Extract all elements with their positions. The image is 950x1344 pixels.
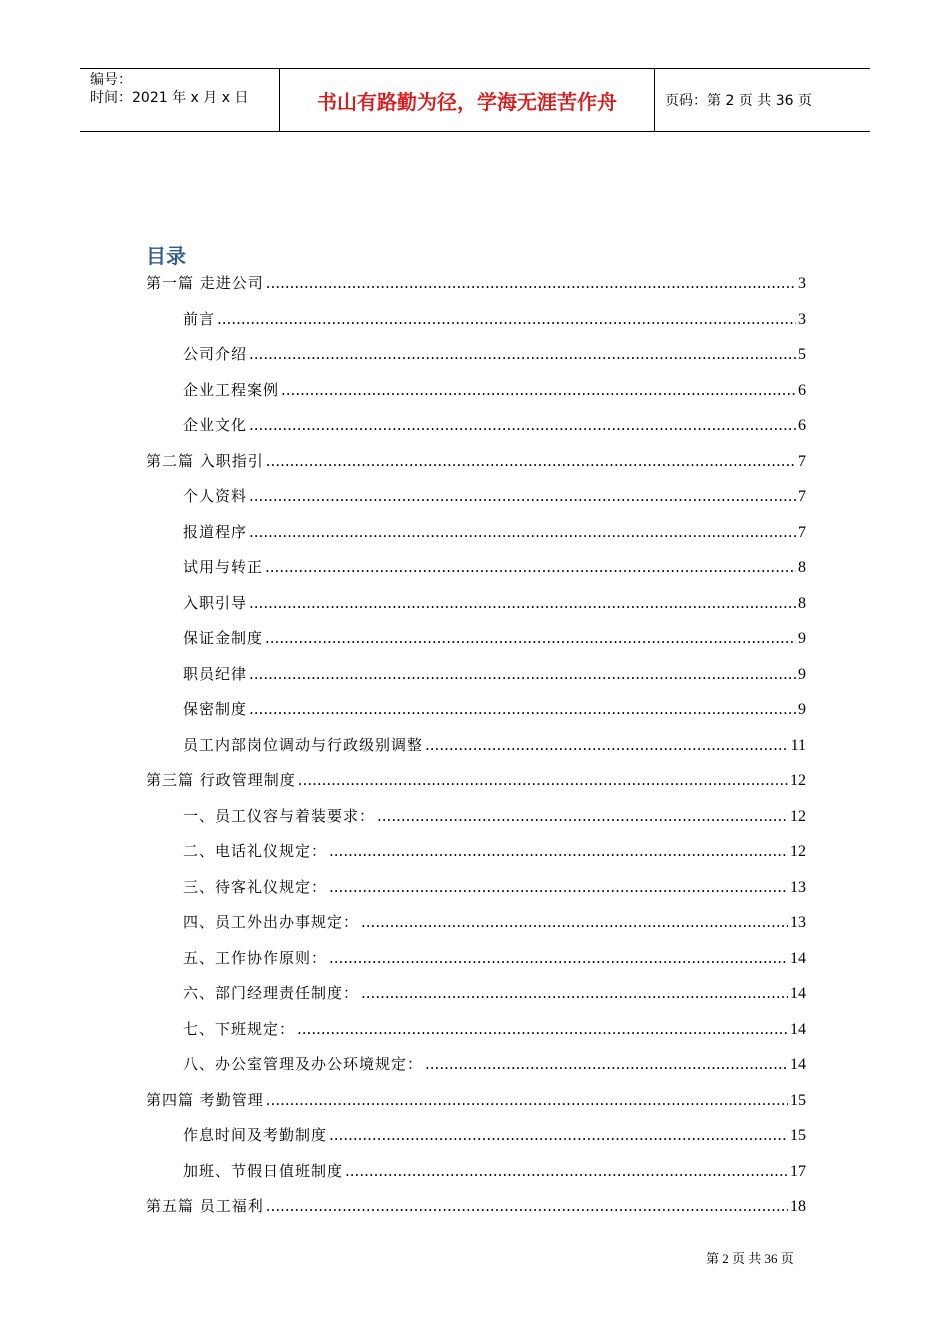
- toc-leader-dots: [329, 941, 788, 977]
- toc-entry-page: 13: [790, 914, 806, 931]
- toc-entry-page: 12: [790, 843, 806, 860]
- toc-entry[interactable]: [146, 1083, 806, 1119]
- toc-entry[interactable]: [146, 1118, 806, 1154]
- toc-entry[interactable]: [146, 1047, 806, 1083]
- toc-entry-page: 8: [798, 559, 806, 576]
- toc-leader-dots: [265, 550, 796, 586]
- toc-entry-page: 14: [790, 1020, 806, 1038]
- toc-title: 目录: [146, 244, 186, 268]
- toc-leader-dots: [249, 515, 796, 551]
- toc-leader-dots: [266, 266, 796, 302]
- toc-entry[interactable]: [146, 1189, 806, 1225]
- toc-entry[interactable]: [146, 1012, 806, 1048]
- toc-entry-page: 12: [790, 772, 806, 789]
- toc-entry-label: 前言: [183, 309, 216, 328]
- toc-entry-page: 14: [790, 949, 806, 967]
- toc-leader-dots: [266, 1189, 788, 1225]
- toc-entry[interactable]: [146, 905, 806, 941]
- toc-leader-dots: [425, 728, 789, 764]
- toc-entry-page: 7: [798, 523, 806, 541]
- toc-entry[interactable]: [146, 444, 806, 480]
- toc-entry[interactable]: [146, 870, 806, 906]
- toc-entry-label: 企业工程案例: [183, 380, 280, 399]
- toc-entry-page: 15: [790, 1127, 806, 1144]
- toc-entry[interactable]: [146, 302, 806, 338]
- toc-entry-page: 14: [790, 1056, 806, 1073]
- toc-entry-page: 6: [798, 417, 806, 434]
- header-page-label: 页码：第 2 页 共 36 页: [665, 93, 812, 109]
- toc-entry[interactable]: [146, 408, 806, 444]
- toc-leader-dots: [249, 408, 796, 444]
- toc-leader-dots: [425, 1047, 788, 1083]
- toc-entry[interactable]: [146, 657, 806, 693]
- toc-entry-label: 企业文化: [183, 416, 248, 434]
- toc-leader-dots: [249, 586, 796, 622]
- toc-entry-page: 3: [798, 310, 806, 328]
- toc-leader-dots: [329, 1118, 788, 1154]
- toc-entry-label: 公司介绍: [183, 345, 248, 363]
- toc-entry[interactable]: [146, 373, 806, 409]
- toc-entry-label: 七、下班规定：: [183, 1019, 296, 1038]
- toc-entry-page: 18: [790, 1198, 806, 1215]
- toc-entry-page: 7: [798, 488, 806, 505]
- toc-entry-label: 一、员工仪容与着装要求：: [183, 806, 376, 825]
- toc-entry-label: 保密制度: [183, 700, 248, 718]
- toc-entry-label: 作息时间及考勤制度: [183, 1126, 328, 1144]
- toc-entry-label: 入职引导: [183, 593, 248, 612]
- toc-entry-label: 第二篇 入职指引: [146, 451, 264, 470]
- toc-entry-page: 9: [798, 630, 806, 647]
- toc-entry-label: 第三篇 行政管理制度: [146, 771, 296, 789]
- toc-entry-page: 11: [790, 736, 806, 754]
- toc-leader-dots: [329, 834, 788, 870]
- toc-leader-dots: [297, 1012, 788, 1048]
- toc-entry-label: 试用与转正: [183, 558, 264, 576]
- toc-leader-dots: [281, 373, 796, 409]
- toc-entry[interactable]: [146, 941, 806, 977]
- toc-leader-dots: [361, 905, 788, 941]
- toc-entry-label: 个人资料: [183, 487, 248, 505]
- toc-entry-page: 13: [790, 878, 806, 896]
- toc-entry-page: 5: [798, 346, 806, 363]
- toc-leader-dots: [249, 692, 796, 728]
- toc-entry-label: 第五篇 员工福利: [146, 1197, 264, 1215]
- toc-entry-page: 6: [798, 381, 806, 399]
- toc-entry-page: 7: [798, 452, 806, 470]
- toc-leader-dots: [249, 337, 796, 373]
- toc-entry[interactable]: [146, 728, 806, 764]
- toc-entry-page: 8: [798, 594, 806, 612]
- toc-entry[interactable]: [146, 337, 806, 373]
- number-label: 编号：: [90, 72, 132, 88]
- toc-leader-dots: [249, 657, 796, 693]
- toc-entry-page: 12: [790, 807, 806, 825]
- page-footer: 第 2 页 共 36 页: [706, 1251, 794, 1266]
- toc-entry[interactable]: [146, 763, 806, 799]
- toc-leader-dots: [329, 870, 788, 906]
- toc-entry-label: 五、工作协作原则：: [183, 948, 328, 967]
- toc-entry-label: 第四篇 考勤管理: [146, 1090, 264, 1109]
- toc-entry-label: 保证金制度: [183, 629, 264, 647]
- toc-entry-page: 15: [790, 1091, 806, 1109]
- toc-entry[interactable]: [146, 1154, 806, 1190]
- toc-entry-label: 加班、节假日值班制度: [183, 1161, 344, 1180]
- toc-entry[interactable]: [146, 266, 806, 302]
- toc-leader-dots: [298, 763, 788, 799]
- table-of-contents: [146, 266, 806, 1225]
- toc-leader-dots: [345, 1154, 788, 1190]
- toc-entry[interactable]: [146, 692, 806, 728]
- toc-entry[interactable]: [146, 976, 806, 1012]
- toc-entry-label: 职员纪律: [183, 664, 248, 683]
- toc-entry[interactable]: [146, 550, 806, 586]
- toc-leader-dots: [377, 799, 788, 835]
- toc-entry-page: 14: [790, 985, 806, 1002]
- toc-entry-label: 报道程序: [183, 522, 248, 541]
- document-header: [80, 68, 870, 132]
- toc-entry-page: 9: [798, 701, 806, 718]
- toc-leader-dots: [266, 444, 796, 480]
- toc-entry-label: 六、部门经理责任制度：: [183, 984, 360, 1002]
- date-label: 时间：2021 年 x 月 x 日: [90, 90, 249, 106]
- toc-entry[interactable]: [146, 621, 806, 657]
- toc-entry[interactable]: [146, 799, 806, 835]
- header-meta-cell: [80, 69, 280, 131]
- toc-entry-label: 二、电话礼仪规定：: [183, 842, 328, 860]
- toc-entry-page: 3: [798, 275, 806, 292]
- toc-leader-dots: [249, 479, 796, 515]
- toc-entry-label: 三、待客礼仪规定：: [183, 877, 328, 896]
- toc-entry-page: 17: [790, 1162, 806, 1180]
- toc-entry-label: 员工内部岗位调动与行政级别调整: [183, 735, 424, 754]
- toc-entry[interactable]: [146, 834, 806, 870]
- toc-leader-dots: [217, 302, 796, 338]
- toc-leader-dots: [361, 976, 788, 1012]
- toc-leader-dots: [266, 1083, 788, 1119]
- toc-leader-dots: [265, 621, 796, 657]
- toc-entry[interactable]: [146, 586, 806, 622]
- toc-entry-label: 四、员工外出办事规定：: [183, 913, 360, 931]
- toc-entry-label: 第一篇 走进公司: [146, 274, 264, 292]
- toc-entry[interactable]: [146, 479, 806, 515]
- header-motto: 书山有路勤为径，学海无涯苦作舟: [280, 69, 655, 131]
- toc-entry-page: 9: [798, 665, 806, 683]
- toc-entry[interactable]: [146, 515, 806, 551]
- toc-entry-label: 八、办公室管理及办公环境规定：: [183, 1055, 424, 1073]
